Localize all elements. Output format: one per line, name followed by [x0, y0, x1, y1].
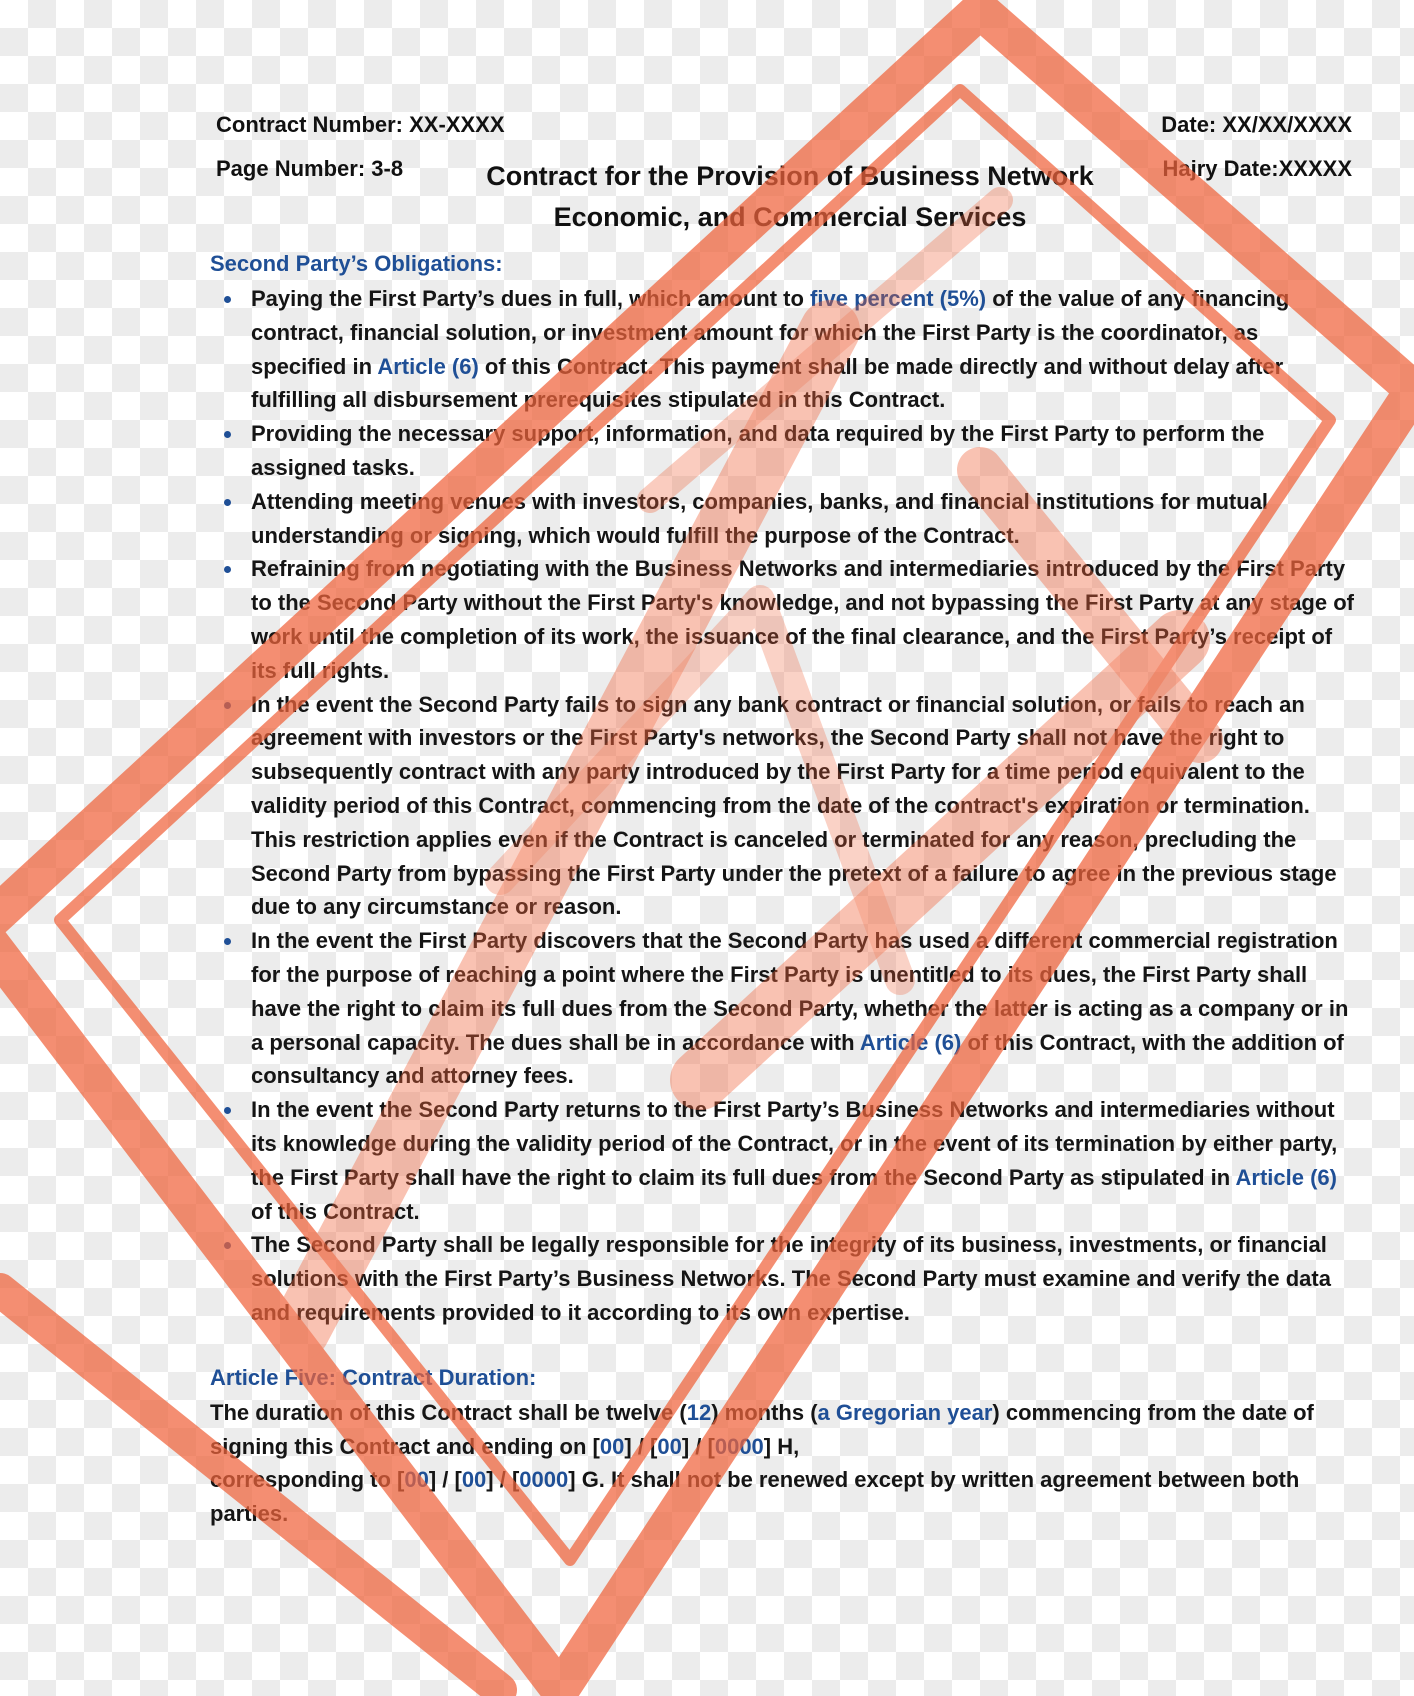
page-title: [440, 156, 1140, 238]
contract-body: [210, 248, 1358, 1531]
text-run: In the event the First Party discovers that the Second Party has used a different commercial registration for the purpose of reaching a point where the First Party is unentitled to its dues, the First Party shall have the right to claim its full dues from the Second Party, whether the latter is acting as a company or in a personal capacity. The dues shall be in accordance with: [251, 928, 1349, 1055]
text-run: The duration of this Contract shall be twelve (: [210, 1399, 687, 1425]
obligation-item: [210, 485, 1358, 553]
text-run: ] / [: [681, 1433, 715, 1459]
obligation-item: [210, 688, 1358, 925]
obligations-list: [210, 282, 1358, 1330]
highlighted-text: 00: [657, 1433, 682, 1459]
contract-date: Date: XX/XX/XXXX: [1161, 112, 1352, 137]
highlighted-text: Article (6): [1235, 1164, 1337, 1190]
text-run: of this Contract. This payment shall be made directly and without delay after fulfilling all disbursement prerequisites stipulated in this Contract.: [251, 353, 1284, 413]
obligations-heading: Second Party’s Obligations:: [210, 251, 503, 276]
obligation-item: [210, 282, 1358, 417]
text-run: In the event the Second Party returns to the First Party’s Business Networks and intermediaries without its knowledge during the validity period of the Contract, or in the event of its termination by either party, the First Party shall have the right to claim its full dues from the Second Party as stipulated in: [251, 1097, 1338, 1190]
highlighted-text: Article (6): [377, 353, 479, 379]
obligation-item: [210, 924, 1358, 1093]
highlighted-text: Article (6): [859, 1029, 962, 1055]
highlighted-text: five percent (5%): [810, 286, 987, 311]
text-run: In the event the Second Party fails to sign any bank contract or financial solution, or fails to reach an agreement with investors or the First Party's networks, the Second Party shall not have the right to subsequently contract with any party introduced by the First Party for a time period equivalent to the validity period of this Contract, commencing from the date of the contract's expiration or termination. This restriction applies even if the Contract is canceled or terminated for any reason, precluding the Second Party from bypassing the First Party under the pretext of a failure to agree in the previous stage due to any circumstance or reason.: [251, 691, 1337, 920]
text-run: ] G. It shall not be renewed except by written agreement between both parties.: [210, 1467, 1300, 1527]
text-run: ] / [: [624, 1433, 658, 1459]
text-run: Refraining from negotiating with the Business Networks and intermediaries introduced by the First Party to the Second Party without the First Party's knowledge, and not bypassing the First Party at any stage of work until the completion of its work, the issuance of the final clearance, and the First Party’s receipt of its full rights.: [251, 556, 1354, 683]
hajry-date: Hajry Date:XXXXX: [1162, 156, 1352, 181]
obligation-item: [210, 1228, 1358, 1329]
text-run: Providing the necessary support, information, and data required by the First Party to perform the assigned tasks.: [251, 421, 1265, 480]
page-number: Page Number: 3-8: [216, 156, 404, 181]
obligation-item: [210, 552, 1358, 687]
text-run: of the value of any financing contract, financial solution, or investment amount for which the First Party is the coordinator, as specified in: [251, 286, 1290, 379]
highlighted-text: 0000: [714, 1433, 764, 1459]
text-run: Paying the First Party’s dues in full, which amount to: [251, 286, 811, 311]
title-line-2: Economic, and Commercial Services: [553, 202, 1027, 232]
duration-paragraph: [210, 1396, 1358, 1531]
text-run: of this Contract.: [251, 1198, 420, 1224]
title-line-1: Contract for the Provision of Business Network: [486, 161, 1094, 191]
highlighted-text: 00: [461, 1467, 487, 1493]
contract-number: Contract Number: XX-XXXX: [216, 112, 505, 137]
article-five-heading: Article Five: Contract Duration:: [210, 1364, 537, 1390]
text-run: ] / [: [428, 1467, 462, 1493]
text-run: Attending meeting venues with investors, companies, banks, and financial institutions for mutual understanding or signing, which would fulfill the purpose of the Contract.: [251, 488, 1269, 548]
text-run: corresponding to [: [210, 1467, 405, 1493]
text-run: The Second Party shall be legally responsible for the integrity of its business, investments, or financial solutions with the First Party’s Business Networks. The Second Party must examine and verify the data and requirements provided to it according to its own expertise.: [251, 1232, 1331, 1325]
highlighted-text: 00: [599, 1433, 625, 1459]
text-run: ) commencing from the date of signing this Contract and ending on [: [210, 1399, 1314, 1459]
text-run: of this Contract, with the addition of consultancy and attorney fees.: [251, 1029, 1344, 1089]
text-run: ] / [: [486, 1467, 520, 1493]
highlighted-text: 00: [404, 1467, 429, 1493]
highlighted-text: a Gregorian year: [817, 1399, 993, 1425]
text-run: ) months (: [711, 1399, 818, 1425]
obligation-item: [210, 1093, 1358, 1228]
highlighted-text: 12: [686, 1399, 712, 1425]
obligation-item: [210, 417, 1358, 485]
text-run: ] H,: [763, 1433, 800, 1459]
highlighted-text: 0000: [519, 1467, 569, 1493]
